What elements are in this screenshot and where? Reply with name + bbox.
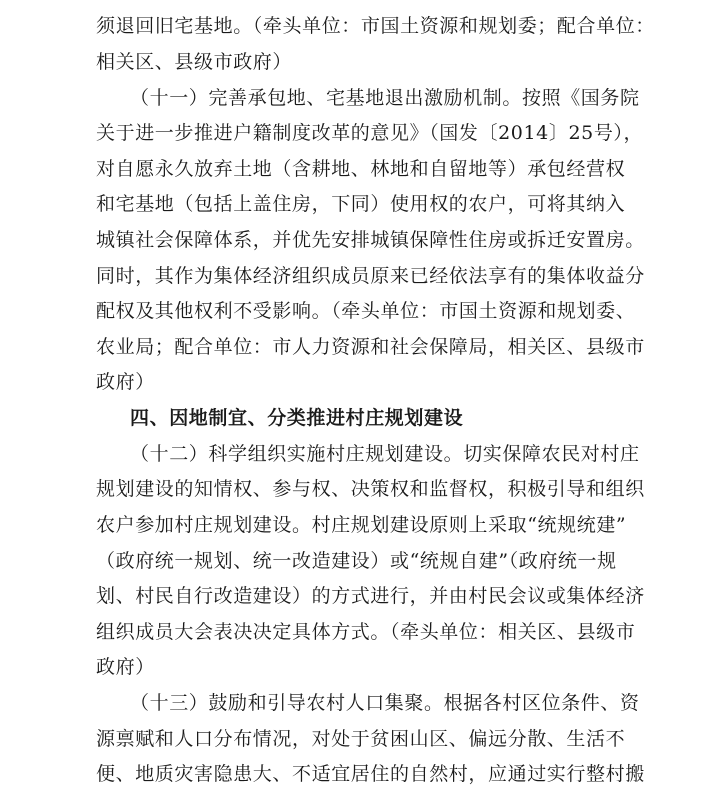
text-line-18: 组织成员大会表决决定具体方式。（牵头单位：相关区、县级市 (96, 621, 636, 643)
text-line-11: 政府） (96, 371, 155, 393)
text-line-14: 规划建设的知情权、参与权、决策权和监督权，积极引导和组织 (96, 478, 645, 500)
section-heading: 四、因地制宜、分类推进村庄规划建设 (130, 407, 464, 429)
text-line-1: 须退回旧宅基地。（牵头单位：市国土资源和规划委；配合单位： (96, 15, 655, 37)
text-line-9: 配权及其他权利不受影响。（牵头单位：市国土资源和规划委、 (96, 300, 636, 322)
text-line-2: 相关区、县级市政府） (96, 51, 293, 73)
text-line-19: 政府） (96, 656, 155, 678)
text-line-7: 城镇社会保障体系，并优先安排城镇保障性住房或拆迁安置房。 (96, 229, 645, 251)
text-line-10: 农业局；配合单位：市人力资源和社会保障局，相关区、县级市 (96, 336, 645, 358)
paragraph-13-line-1: （十三）鼓励和引导农村人口集聚。根据各村区位条件、资 (130, 692, 640, 714)
text-line-6: 和宅基地（包括上盖住房，下同）使用权的农户，可将其纳入 (96, 193, 626, 215)
text-line-17: 划、村民自行改造建设）的方式进行，并由村民会议或集体经济 (96, 585, 645, 607)
text-line-8: 同时，其作为集体经济组织成员原来已经依法享有的集体收益分 (96, 265, 645, 287)
text-line-15: 农户参加村庄规划建设。村庄规划建设原则上采取“统规统建” (96, 514, 627, 536)
text-line-5: 对自愿永久放弃土地（含耕地、林地和自留地等）承包经营权 (96, 158, 626, 180)
text-line-4: 关于进一步推进户籍制度改革的意见》（国发〔2014〕25号）， (96, 122, 644, 144)
text-line-16: （政府统一规划、统一改造建设）或“统规自建”（政府统一规 (96, 550, 617, 572)
text-line-21: 源禀赋和人口分布情况，对处于贫困山区、偏远分散、生活不 (96, 728, 626, 750)
paragraph-12-line-1: （十二）科学组织实施村庄规划建设。切实保障农民对村庄 (130, 443, 640, 465)
text-line-22: 便、地质灾害隐患大、不适宜居住的自然村，应通过实行整村搬 (96, 763, 645, 785)
paragraph-11-line-1: （十一）完善承包地、宅基地退出激励机制。按照《国务院 (130, 87, 640, 109)
